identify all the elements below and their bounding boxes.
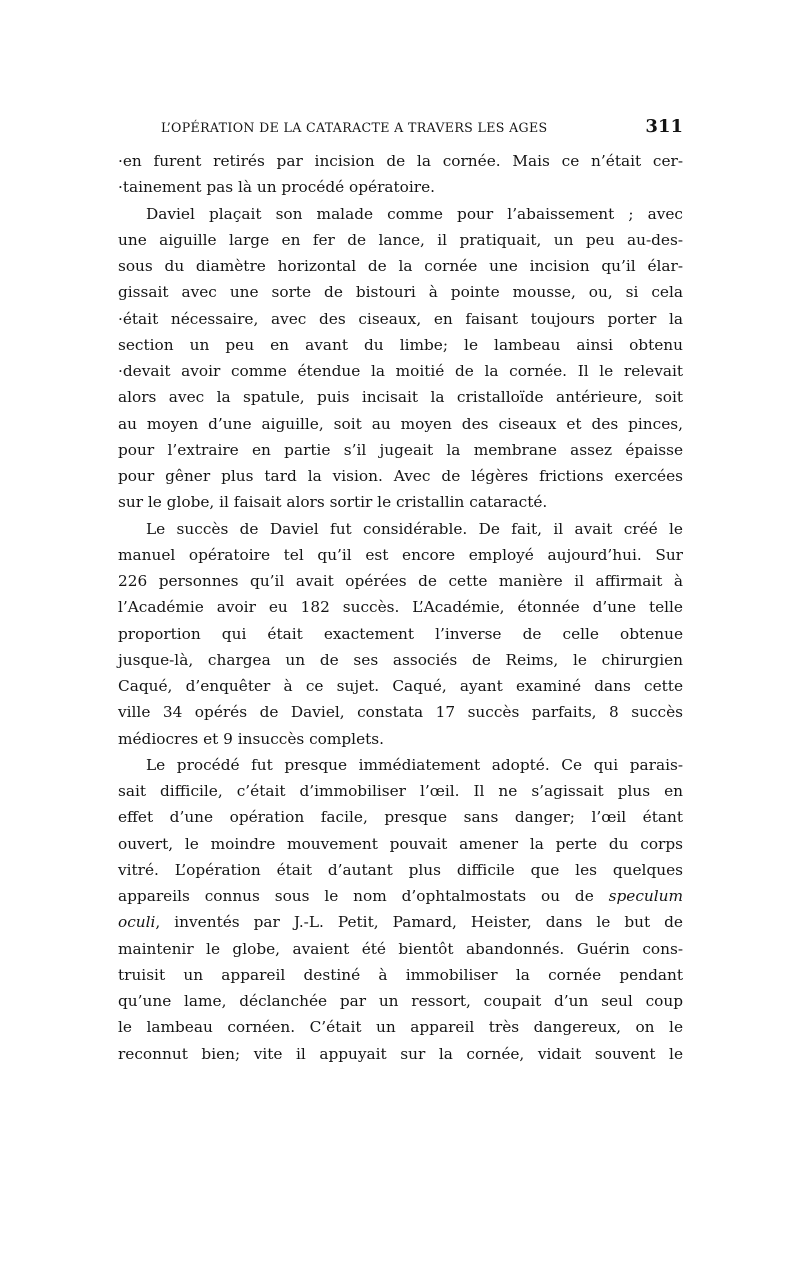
text-line: maintenir le globe, avaient été bientôt abandonnés. Guérin cons- xyxy=(118,939,683,958)
text-line: ·tainement pas là un procédé opératoire. xyxy=(118,178,436,197)
text-line: une aiguille large en fer de lance, il pratiquait, un peu au-des- xyxy=(118,230,683,249)
text-line: le lambeau cornéen. C’était un appareil très dangereux, on le xyxy=(118,1018,683,1037)
text-line: sait difficile, c’était d’immobiliser l’œil. Il ne s’agissait plus en xyxy=(118,782,683,800)
text-line: sur le globe, il faisait alors sortir le cristallin cataracté. xyxy=(118,493,548,512)
text-line: pour l’extraire en partie s’il jugeait la membrane assez épaisse xyxy=(118,440,683,459)
text-line: au moyen d’une aiguille, soit au moyen des ciseaux et des pinces, xyxy=(118,414,683,433)
text-line: médiocres et 9 insuccès complets. xyxy=(118,729,384,748)
text-line: 226 personnes qu’il avait opérées de cette manière il affirmait à xyxy=(118,572,683,590)
text-line: effet d’une opération facile, presque sans danger; l’œil étant xyxy=(118,808,683,827)
text-line: l’Académie avoir eu 182 succès. L’Académie, étonnée d’une telle xyxy=(118,598,683,617)
running-title: L’OPÉRATION DE LA CATARACTE A TRAVERS LES AGES xyxy=(161,120,548,135)
text-line: Le procédé fut presque immédiatement adopté. Ce qui parais- xyxy=(146,755,683,774)
text-line: ·devait avoir comme étendue la moitié de la cornée. Il le relevait xyxy=(118,362,683,380)
text-line: pour gêner plus tard la vision. Avec de légères frictions exercées xyxy=(118,467,683,485)
text-line: Le succès de Daviel fut considérable. De fait, il avait créé le xyxy=(146,519,683,538)
text-line: manuel opératoire tel qu’il est encore employé aujourd’hui. Sur xyxy=(118,545,683,564)
text-line: alors avec la spatule, puis incisait la cristalloïde antérieure, soit xyxy=(118,388,683,407)
text-line: ·en furent retirés par incision de la cornée. Mais ce n’était cer- xyxy=(118,152,683,170)
text-line: sous du diamètre horizontal de la cornée une incision qu’il élar- xyxy=(118,257,683,275)
text-line: oculi, inventés par J.-L. Petit, Pamard, Heister, dans le but de xyxy=(118,913,683,932)
text-line: gissait avec une sorte de bistouri à pointe mousse, ou, si cela xyxy=(118,283,683,302)
text-line: ·était nécessaire, avec des ciseaux, en faisant toujours porter la xyxy=(118,309,683,328)
body-text xyxy=(118,148,683,1067)
text-line: proportion qui était exactement l’inverse de celle obtenue xyxy=(118,624,683,643)
text-line: jusque-là, chargea un de ses associés de Reims, le chirurgien xyxy=(118,650,683,669)
text-line: ouvert, le moindre mouvement pouvait amener la perte du corps xyxy=(118,834,683,853)
text-line: reconnut bien; vite il appuyait sur la cornée, vidait souvent le xyxy=(118,1044,683,1063)
text-line: qu’une lame, déclanchée par un ressort, coupait d’un seul coup xyxy=(118,992,683,1010)
page-header xyxy=(161,116,683,140)
text-line: Daviel plaçait son malade comme pour l’abaissement ; avec xyxy=(146,204,683,223)
text-line: section un peu en avant du limbe; le lambeau ainsi obtenu xyxy=(118,335,683,354)
text-line: ville 34 opérés de Daviel, constata 17 succès parfaits, 8 succès xyxy=(118,703,683,722)
text-line: Caqué, d’enquêter à ce sujet. Caqué, ayant examiné dans cette xyxy=(118,677,683,695)
text-line: truisit un appareil destiné à immobiliser la cornée pendant xyxy=(118,965,683,984)
page-number: 311 xyxy=(645,116,683,137)
text-line: vitré. L’opération était d’autant plus difficile que les quelques xyxy=(118,860,683,879)
text-line: appareils connus sous le nom d’ophtalmostats ou de speculum xyxy=(118,887,683,905)
